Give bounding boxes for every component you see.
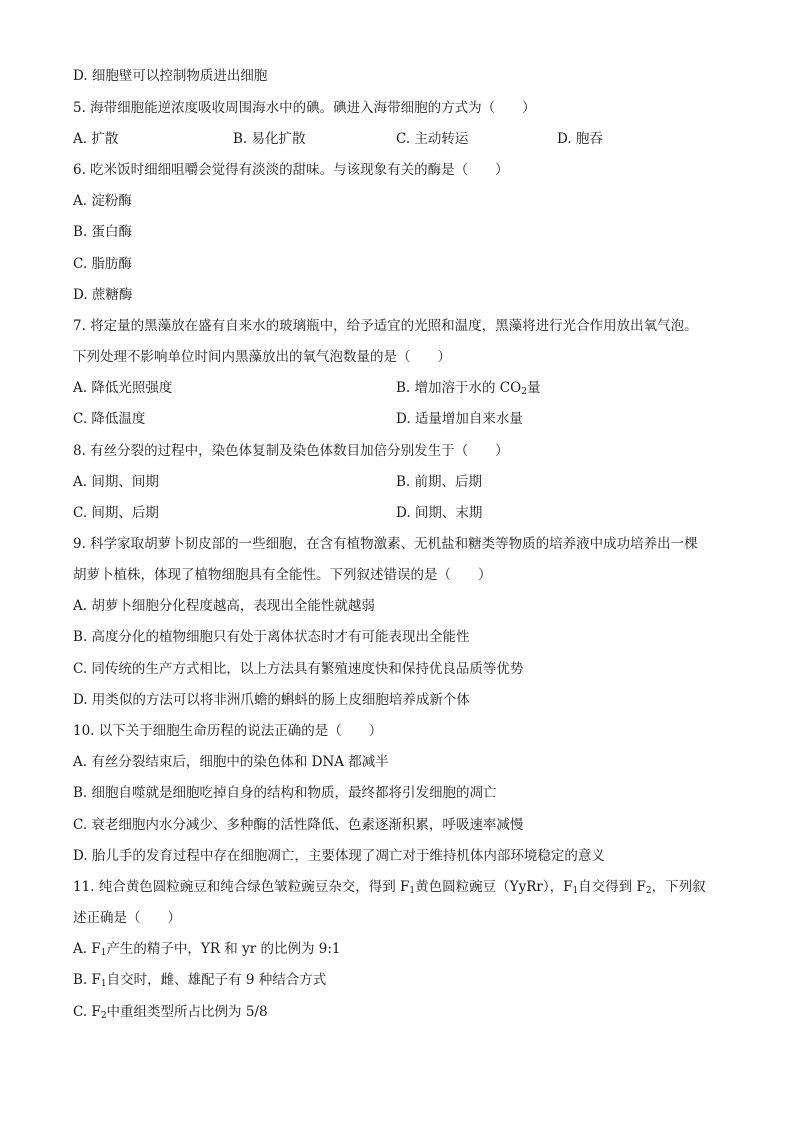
question-9-option-c: C. 同传统的生产方式相比，以上方法具有繁殖速度快和保持优良品质等优势 bbox=[73, 661, 524, 677]
question-8-option-b: B. 前期、后期 bbox=[396, 474, 483, 490]
question-5-option-c: C. 主动转运 bbox=[396, 131, 469, 147]
question-9-option-b: B. 高度分化的植物细胞只有处于离体状态时才有可能表现出全能性 bbox=[73, 629, 470, 645]
question-7-option-b bbox=[396, 379, 540, 397]
question-6-option-a: A. 淀粉酶 bbox=[73, 193, 132, 209]
q7b-subscript: 2 bbox=[521, 387, 527, 397]
question-8-option-a: A. 间期、间期 bbox=[73, 474, 159, 490]
q11-text-2: 黄色圆粒豌豆（YyRr），F bbox=[415, 879, 573, 895]
question-9-option-d: D. 用类似的方法可以将非洲爪蟾的蝌蚪的肠上皮细胞培养成新个体 bbox=[73, 692, 470, 708]
q11a-text: 产生的精子中，YR 和 yr 的比例为 9:1 bbox=[106, 941, 341, 957]
q11-sub-2: 1 bbox=[572, 886, 579, 896]
question-11-stem-line-1 bbox=[73, 878, 706, 896]
q11b-text: 自交时，雌、雄配子有 9 种结合方式 bbox=[106, 972, 327, 988]
question-6-option-c: C. 脂肪酶 bbox=[73, 256, 132, 272]
question-8-stem: 8. 有丝分裂的过程中，染色体复制及染色体数目加倍分别发生于（ ） bbox=[73, 443, 509, 459]
question-5-option-a: A. 扩散 bbox=[73, 131, 119, 147]
question-10-option-b: B. 细胞自噬就是细胞吃掉自身的结构和物质，最终都将引发细胞的凋亡 bbox=[73, 785, 497, 801]
question-10-stem: 10. 以下关于细胞生命历程的说法正确的是（ ） bbox=[73, 723, 383, 739]
question-5-option-d: D. 胞吞 bbox=[557, 131, 603, 147]
question-9-stem-line-2: 胡萝卜植株，体现了植物细胞具有全能性。下列叙述错误的是（ ） bbox=[73, 567, 492, 583]
question-10-option-d: D. 胎儿手的发育过程中存在细胞凋亡，主要体现了凋亡对于维持机体内部环境稳定的意义 bbox=[73, 848, 605, 864]
question-4-option-d: D. 细胞壁可以控制物质进出细胞 bbox=[73, 68, 268, 84]
question-7-option-d: D. 适量增加自来水量 bbox=[396, 411, 523, 427]
question-6-stem: 6. 吃米饭时细细咀嚼会觉得有淡淡的甜味。与该现象有关的酶是（ ） bbox=[73, 162, 509, 178]
q7b-text: B. 增加溶于水的 CO bbox=[396, 380, 522, 396]
question-11-option-a bbox=[73, 940, 341, 958]
q11-text-4: ，下列叙 bbox=[651, 879, 706, 895]
q7b-suffix: 量 bbox=[526, 380, 541, 396]
question-11-stem-line-2: 述正确是（ ） bbox=[73, 910, 181, 926]
question-10-option-a: A. 有丝分裂结束后，细胞中的染色体和 DNA 都减半 bbox=[73, 754, 389, 770]
question-8-option-c: C. 间期、后期 bbox=[73, 505, 159, 521]
q11a-subscript: 1 bbox=[100, 948, 107, 958]
question-9-option-a: A. 胡萝卜细胞分化程度越高，表现出全能性就越弱 bbox=[73, 598, 375, 614]
question-5-option-b: B. 易化扩散 bbox=[233, 131, 306, 147]
q11-sub-1: 1 bbox=[409, 886, 416, 896]
question-7-stem-line-1: 7. 将定量的黑藻放在盛有自来水的玻璃瓶中，给予适宜的光照和温度，黑藻将进行光合作用放出氧气泡。 bbox=[73, 318, 698, 334]
q11a-prefix: A. F bbox=[73, 941, 101, 957]
q11-text-1: 11. 纯合黄色圆粒豌豆和纯合绿色皱粒豌豆杂交，得到 F bbox=[73, 879, 410, 895]
question-8-option-d: D. 间期、末期 bbox=[396, 505, 483, 521]
question-11-option-c bbox=[73, 1003, 268, 1021]
question-11-option-b bbox=[73, 971, 326, 989]
q11c-subscript: 2 bbox=[100, 1011, 107, 1021]
question-6-option-b: B. 蛋白酶 bbox=[73, 224, 133, 240]
q11-sub-3: 2 bbox=[645, 886, 652, 896]
question-7-stem-line-2: 下列处理不影响单位时间内黑藻放出的氧气泡数量的是（ ） bbox=[73, 349, 451, 365]
question-6-option-d: D. 蔗糖酶 bbox=[73, 287, 133, 303]
question-7-option-c: C. 降低温度 bbox=[73, 411, 146, 427]
q11-text-3: 自交得到 F bbox=[578, 879, 646, 895]
q11c-prefix: C. F bbox=[73, 1004, 101, 1020]
question-10-option-c: C. 衰老细胞内水分减少、多种酶的活性降低、色素逐渐积累，呼吸速率减慢 bbox=[73, 817, 524, 833]
question-7-option-a: A. 降低光照强度 bbox=[73, 380, 173, 396]
q11b-subscript: 1 bbox=[100, 979, 107, 989]
q11c-text: 中重组类型所占比例为 5/8 bbox=[106, 1004, 268, 1020]
question-9-stem-line-1: 9. 科学家取胡萝卜韧皮部的一些细胞，在含有植物激素、无机盐和糖类等物质的培养液中成功培养出一棵 bbox=[73, 536, 698, 552]
q11b-prefix: B. F bbox=[73, 972, 101, 988]
question-5-stem: 5. 海带细胞能逆浓度吸收周围海水中的碘。碘进入海带细胞的方式为（ ） bbox=[73, 100, 536, 116]
